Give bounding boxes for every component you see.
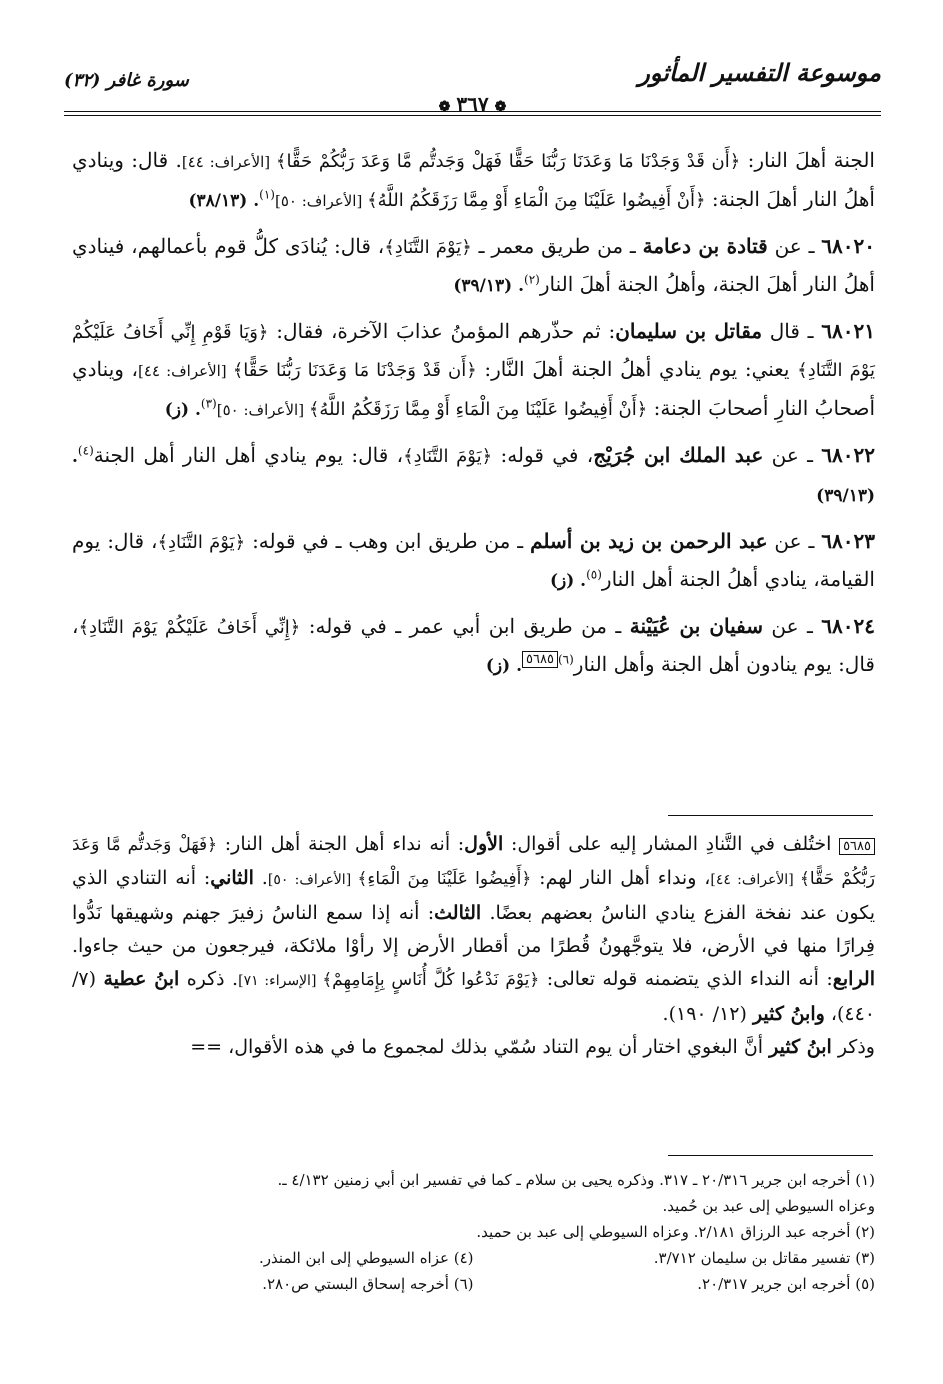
header-rule-thin	[64, 115, 881, 116]
narration-number: ٦٨٠٢٤	[821, 614, 876, 638]
text: : ثم حذّرهم المؤمنُ عذابَ الآخرة، فقال:	[268, 319, 616, 343]
verse-ref: [الأعراف: ٤٤]	[181, 153, 276, 171]
text: ، وينادي أصحابُ النارِ أصحابَ الجنة:	[72, 357, 875, 420]
text: . ذكره	[179, 968, 239, 990]
book-title: موسوعة التفسير المأثور	[638, 58, 881, 87]
page-number: ٣٦٧	[456, 92, 489, 116]
volume-ref: . (٣٩/١٣)	[72, 447, 875, 506]
quran-verse: ﴿أَن قَدْ وَجَدْنَا مَا وَعَدَنَا رَبُّنَا حَقًّا﴾	[232, 360, 477, 381]
footnote-1: (١) أخرجه ابن جرير ٢٠/٣١٦ ـ ٣١٧. وذكره يحيى بن سلام ـ كما في تفسير ابن أبي زمنين ٤/١٣٢ ـ.	[277, 1171, 875, 1189]
commentary-continuation	[72, 1031, 875, 1064]
verse-ref: [الإسراء: ٧١]	[238, 973, 323, 989]
footnotes-separator	[668, 1155, 873, 1156]
header-rule	[64, 111, 881, 112]
surah-title: سورة غافر (٣٢)	[64, 70, 189, 91]
page-header	[64, 58, 881, 118]
opinion-label: الثاني	[210, 867, 254, 889]
quran-verse: ﴿يَوْمَ نَدْعُوا كُلَّ أُنَاسٍ بِإِمَامِهِمْ﴾	[322, 970, 540, 990]
footnote-6: (٦) أخرجه إسحاق البستي ص٢٨٠.	[262, 1275, 474, 1293]
narration	[72, 313, 875, 429]
footnote-marker[interactable]: (٥)	[586, 567, 602, 582]
narration-number: ٦٨٠٢٣	[821, 529, 875, 553]
main-text	[72, 142, 875, 693]
narration	[72, 437, 875, 515]
quran-verse: ﴿أَن قَدْ وَجَدْنَا مَا وَعَدَنَا رَبُّنَا حَقًّا فَهَلْ وَجَدتُّم مَّا وَعَدَ رَبُّكُمْ حَقًّا﴾	[275, 151, 741, 172]
footnote-row	[72, 1245, 875, 1271]
text: اختُلف في التَّنادِ المشار إليه على أقوال:	[503, 833, 840, 855]
footnote-5: (٥) أخرجه ابن جرير ٢٠/٣١٧.	[697, 1275, 875, 1293]
text: (٧/ ٤٤٠)،	[72, 968, 875, 1025]
footnote-marker[interactable]: (٦)	[557, 652, 574, 667]
narration-number: ٦٨٠٢١	[821, 319, 875, 343]
commentary-note	[72, 828, 875, 1064]
narration-number: ٦٨٠٢٢	[821, 443, 875, 467]
text: ، قال: يوم ينادون أهل الجنة وأهل النار	[72, 614, 875, 676]
narrator-name: قتادة بن دعامة	[642, 234, 768, 258]
text: ـ من طريق معمر ـ	[471, 234, 643, 258]
footnote-marker[interactable]: (١)	[259, 187, 275, 202]
opinion-label: الأول	[464, 833, 504, 855]
text: الجنة أهلَ النار:	[740, 148, 875, 172]
ornament-icon: ❁	[494, 99, 507, 115]
text: ، في قوله:	[492, 443, 594, 467]
text: .	[253, 867, 268, 889]
text: (١٢/ ١٩٠).	[662, 1003, 753, 1025]
footnote-marker[interactable]: (٤)	[77, 443, 94, 458]
narrator-name: عبد الملك ابن جُرَيْج	[593, 443, 764, 467]
quran-verse: ﴿إِنِّي أَخَافُ عَلَيْكُمْ يَوْمَ التَّنَادِ﴾	[78, 617, 301, 638]
narration	[72, 523, 875, 600]
text: ـ عن	[767, 529, 822, 553]
verse-ref: [الأعراف: ٤٤]	[138, 362, 233, 380]
quran-verse: ﴿أَنْ أَفِيضُوا عَلَيْنَا مِنَ الْمَاءِ أَوْ مِمَّا رَزَقَكُمُ اللَّهُ﴾	[308, 399, 648, 420]
opinion-label: الثالث	[434, 902, 482, 924]
footnote-1-continued: وعزاه السيوطي إلى عبد بن حُميد.	[662, 1197, 875, 1215]
text: ـ عن	[767, 234, 822, 258]
text: : أنه نداء أهل الجنة أهل النار:	[217, 833, 465, 855]
opinion-label: الرابع	[832, 968, 875, 990]
text: وذكر	[831, 1036, 875, 1058]
text: ـ من طريق ابن وهب ـ في قوله:	[245, 529, 531, 553]
ornament-icon: ❁	[438, 99, 451, 115]
quran-verse: ﴿يَوْمَ التَّنَادِ﴾	[403, 446, 493, 467]
commentary-number: ٥٦٨٥	[839, 838, 875, 855]
text: ـ من طريق ابن أبي عمر ـ في قوله:	[300, 614, 630, 638]
text: ، ونداء أهل النار لهم:	[531, 867, 711, 889]
footnote-4: (٤) عزاه السيوطي إلى ابن المنذر.	[258, 1249, 474, 1267]
volume-ref: . (٣٨/١٣)	[188, 191, 260, 211]
text: ـ قال	[762, 319, 822, 343]
text: : أنه التنادي الذي يكون عند نفخة الفزع ينادي الناسُ بعضهم بعضًا.	[72, 867, 875, 924]
narration	[72, 608, 875, 685]
verse-ref: [الأعراف: ٥٠]	[267, 872, 358, 888]
quran-verse: ﴿أَفِيضُوا عَلَيْنَا مِنَ الْمَاءِ﴾	[357, 869, 532, 889]
text: ـ عن	[763, 614, 822, 638]
text: : أنه النداء الذي يتضمنه قوله تعالى:	[539, 968, 833, 990]
volume-ref: . (ز)	[485, 656, 523, 676]
volume-ref: . (ز)	[164, 400, 201, 420]
footnote-3: (٣) تفسير مقاتل بن سليمان ٣/٧١٢.	[653, 1249, 875, 1267]
narration-number: ٦٨٠٢٠	[821, 234, 875, 258]
scholar-name: وابنُ كثير	[752, 1003, 825, 1025]
text: يعني: يوم ينادي أهلُ الجنة أهلَ النَّار:	[476, 357, 798, 381]
text: ـ عن	[763, 443, 822, 467]
scholar-name: ابنُ كثير	[769, 1036, 832, 1058]
quran-verse: ﴿يَوْمَ التَّنَادِ﴾	[384, 237, 472, 258]
commentary-marker[interactable]: ٥٦٨٥	[522, 651, 558, 668]
text: ، قال: يوم القيامة، ينادي أهلُ الجنة أهل النار	[72, 529, 875, 591]
quran-verse: ﴿وَيَا قَوْمِ إِنِّي أَخَافُ عَلَيْكُمْ يَوْمَ التَّنَادِ﴾	[72, 322, 876, 381]
text: ، قال: يوم ينادي أهل النار أهل الجنة	[93, 443, 404, 467]
text: ، قال: يُنادَى كلُّ قوم بأعمالهم، فينادي أهلُ النار أهلَ الجنة، وأهلُ الجنة أهلَ النار	[72, 234, 875, 296]
footnote-marker[interactable]: (٢)	[524, 272, 540, 287]
verse-ref: [الأعراف: ٥٠]	[216, 401, 309, 419]
commentary-separator	[668, 815, 873, 816]
footnotes	[72, 1167, 875, 1297]
quran-verse: ﴿فَهَلْ وَجَدتُّم مَّا وَعَدَ رَبُّكُمْ حَقًّا﴾	[72, 835, 876, 889]
verse-ref: [الأعراف: ٥٠]	[274, 192, 368, 210]
scholar-name: ابنُ عطية	[103, 968, 180, 990]
narration	[72, 228, 875, 305]
verse-ref: [الأعراف: ٤٤]	[710, 872, 800, 888]
text: . قال: وينادي أهلُ النار أهلَ الجنة:	[72, 148, 875, 211]
volume-ref: . (٣٩/١٣)	[453, 276, 525, 296]
footnote-marker[interactable]: (٣)	[200, 396, 217, 411]
quran-verse: ﴿أَنْ أَفِيضُوا عَلَيْنَا مِنَ الْمَاءِ أَوْ مِمَّا رَزَقَكُمُ اللَّهُ﴾	[367, 190, 706, 211]
page-number-block	[64, 92, 881, 116]
paragraph	[72, 142, 875, 220]
footnote-2: (٢) أخرجه عبد الرزاق ٢/١٨١. وعزاه السيوطي إلى عبد بن حميد.	[476, 1223, 875, 1241]
narrator-name: مقاتل بن سليمان	[615, 319, 763, 343]
text: أنَّ البغوي اختار أن يوم التناد سُمّي بذلك لمجموع ما في هذه الأقوال، ==	[190, 1036, 770, 1058]
narrator-name: سفيان بن عُيَيْنة	[629, 614, 764, 638]
narrator-name: عبد الرحمن بن زيد بن أسلم	[530, 529, 768, 553]
text: : أنه إذا سمع الناسُ زفيرَ جهنم وشهيقها نَدُّوا فِرارًا منها في الأرض، فلا يتوجَّهونُ قُطرًا من أقطار الأرض إلا رأوْا ملائكة، فيرجعون من حيث جاءوا.	[72, 902, 875, 957]
quran-verse: ﴿يَوْمَ التَّنَادِ﴾	[157, 532, 246, 553]
footnote-row	[72, 1271, 875, 1297]
volume-ref: . (ز)	[549, 571, 587, 591]
